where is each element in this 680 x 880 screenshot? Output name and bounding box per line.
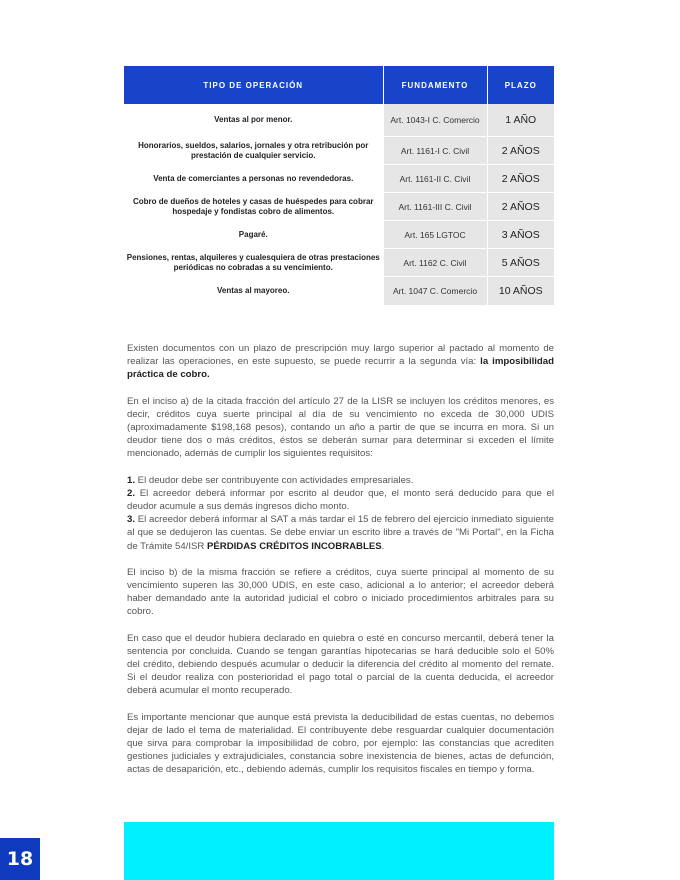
paragraph-quiebra: En caso que el deudor hubiera declarado en quiebra o esté en concurso mercantil, deberá tener la sentencia por concluida. Cuando se tengan garantías hipotecarias se hará deducible solo el 50% del crédito, debiendo después acumular o deducir la diferencia del crédito al momento del remate. Si el deudor realiza con posterioridad el pago total o parcial de la cuenta deducida, el acreedor deberá acumular el monto recuperado. — [127, 632, 554, 697]
row-fundamento: Art. 1161-III C. Civil — [383, 193, 487, 221]
page-number: 18 — [0, 838, 40, 880]
requirement-2-number: 2. — [127, 487, 136, 499]
requirement-1-text: El deudor debe ser contribuyente con actividades empresariales. — [135, 474, 414, 486]
requirement-3-bold: PÉRDIDAS CRÉDITOS INCOBRABLES — [206, 540, 382, 552]
row-fundamento: Art. 1161-II C. Civil — [383, 165, 487, 193]
requirement-3-text: El acreedor deberá informar al SAT a más tardar el 15 de febrero del ejercicio inmediato siguiente al que se dedujeron las cuentas. Se debe enviar un escrito libre a través de "Mi Portal", en la Ficha de Trámite 54/ISR — [127, 514, 554, 552]
header-fundamento: FUNDAMENTO — [383, 66, 487, 104]
requirement-3-number: 3. — [127, 514, 136, 526]
paragraph-materialidad: Es importante mencionar que aunque está prevista la deducibilidad de estas cuentas, no debemos dejar de lado el tema de materialidad. El contribuyente debe resguardar cualquier documentación que sirva para comprobar la imposibilidad de cobro, por ejemplo: las constancias que acrediten gestiones judiciales y extrajudiciales, constancia sobre inexistencia de bienes, actas de defunción, actas de desaparición, etc., debiendo además, cumplir los requisitos fiscales en tiempo y forma. — [127, 711, 554, 776]
paragraph-inciso-a: En el inciso a) de la citada fracción del artículo 27 de la LISR se incluyen los créditos menores, es decir, créditos cuya suerte principal al día de su vencimiento no exceda de 30,000 UDIS (aproximadamente $198,168 pesos), contando un año a partir de que se incurra en mora. Si un deudor tiene dos o más créditos, éstos se deberán sumar para determinar si exceden el límite mencionado, además de cumplir los siguientes requisitos: — [127, 395, 554, 460]
row-operacion: Ventas al por menor. — [124, 104, 383, 137]
header-plazo: PLAZO — [487, 66, 554, 104]
header-tipo-operacion: TIPO DE OPERACIÓN — [124, 66, 383, 104]
row-operacion: Pagaré. — [124, 221, 383, 249]
requirement-3 — [127, 513, 554, 553]
table-row — [124, 193, 554, 221]
row-operacion: Ventas al mayoreo. — [124, 277, 383, 306]
table-row — [124, 165, 554, 193]
requirement-2 — [127, 487, 554, 513]
table-row — [124, 221, 554, 249]
table-row — [124, 277, 554, 306]
row-plazo: 10 AÑOS — [487, 277, 554, 306]
prescription-table — [124, 66, 554, 306]
row-plazo: 2 AÑOS — [487, 193, 554, 221]
table-row — [124, 249, 554, 277]
row-operacion: Cobro de dueños de hoteles y casas de huéspedes para cobrar hospedaje y fondistas cobro de alimentos. — [124, 193, 383, 221]
row-operacion: Honorarios, sueldos, salarios, jornales y otra retribución por prestación de cualquier servicio. — [124, 137, 383, 165]
table-row — [124, 137, 554, 165]
footer-accent-bar — [124, 822, 554, 880]
intro-text: Existen documentos con un plazo de prescripción muy largo superior al pactado al momento de realizar las operaciones, en este supuesto, se puede recurrir a la segunda vía: — [127, 343, 554, 368]
table-header-row — [124, 66, 554, 104]
row-fundamento: Art. 1043-I C. Comercio — [383, 104, 487, 137]
row-fundamento: Art. 1162 C. Civil — [383, 249, 487, 277]
row-operacion: Venta de comerciantes a personas no revendedoras. — [124, 165, 383, 193]
row-fundamento: Art. 165 LGTOC — [383, 221, 487, 249]
intro-bold: la imposibilidad práctica de cobro. — [127, 356, 554, 381]
table-row — [124, 104, 554, 137]
row-plazo: 2 AÑOS — [487, 137, 554, 165]
body-text — [127, 342, 554, 790]
row-plazo: 3 AÑOS — [487, 221, 554, 249]
requirement-2-text: El acreedor deberá informar por escrito al deudor que, el monto será deducido para que el deudor acumule a sus demás ingresos dicho monto. — [127, 487, 554, 513]
row-operacion: Pensiones, rentas, alquileres y cualesquiera de otras prestaciones periódicas no cobradas a su vencimiento. — [124, 249, 383, 277]
paragraph-intro — [127, 342, 554, 382]
row-plazo: 5 AÑOS — [487, 249, 554, 277]
requirement-1 — [127, 474, 554, 487]
row-plazo: 2 AÑOS — [487, 165, 554, 193]
paragraph-inciso-b: El inciso b) de la misma fracción se refiere a créditos, cuya suerte principal al momento de su vencimiento superen las 30,000 UDIS, en este caso, adicional a lo anterior; el acreedor deberá haber demandado ante la autoridad judicial el cobro o iniciado procedimientos arbitrales para su cobro. — [127, 566, 554, 618]
requirement-3-end: . — [381, 540, 385, 552]
row-fundamento: Art. 1047 C. Comercio — [383, 277, 487, 306]
row-fundamento: Art. 1161-I C. Civil — [383, 137, 487, 165]
row-plazo: 1 AÑO — [487, 104, 554, 137]
requirement-1-number: 1. — [127, 474, 136, 486]
